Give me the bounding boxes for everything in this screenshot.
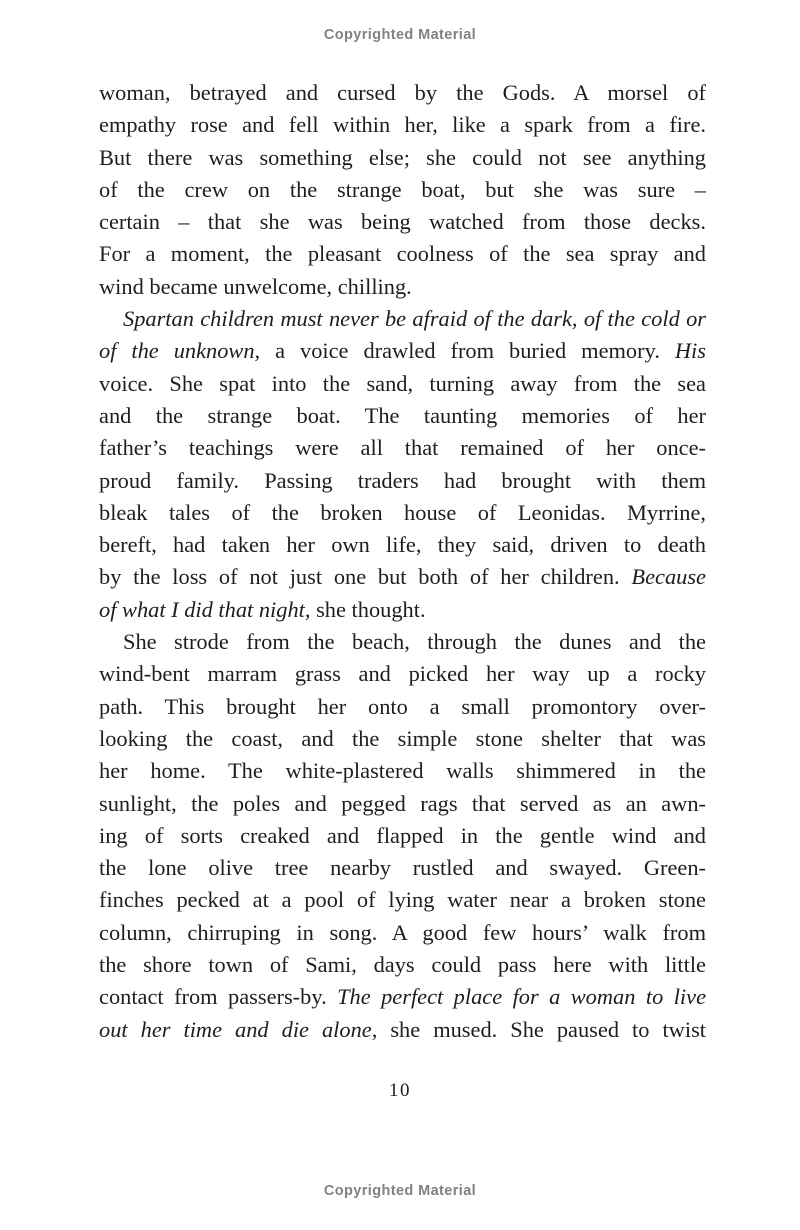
text-segment: wind-bent marram grass and picked her way up a rocky	[99, 661, 706, 687]
text-line	[99, 368, 706, 400]
text-line	[99, 981, 706, 1013]
text-line	[99, 755, 706, 787]
text-line	[99, 238, 706, 270]
text-segment: But there was something else; she could not see anything	[99, 144, 706, 170]
italic-text-segment: out her time and die alone	[99, 1016, 372, 1042]
text-segment: , she thought.	[304, 596, 426, 622]
text-line	[99, 142, 706, 174]
text-segment: by the loss of not just one but both of her children.	[99, 564, 632, 590]
text-segment: wind became unwelcome, chilling.	[99, 273, 412, 299]
text-line	[99, 820, 706, 852]
text-line	[99, 917, 706, 949]
italic-text-segment: Spartan children must never be afraid of the dark, of the cold or	[123, 306, 706, 332]
text-segment: a voice drawled from buried memory.	[260, 338, 675, 364]
italic-text-segment: of what I did that night	[99, 596, 305, 622]
text-line	[99, 465, 706, 497]
text-segment: empathy rose and fell within her, like a spark from a fire.	[99, 112, 706, 138]
text-line	[99, 529, 706, 561]
text-segment: finches pecked at a pool of lying water near a broken stone	[99, 887, 706, 913]
text-line	[99, 400, 706, 432]
text-segment: voice. She spat into the sand, turning away from the sea	[99, 370, 706, 396]
text-line	[99, 626, 706, 658]
page-number: 10	[389, 1080, 411, 1101]
text-line	[99, 594, 706, 626]
text-line	[99, 884, 706, 916]
text-line	[99, 77, 706, 109]
italic-text-segment: Because	[631, 564, 706, 590]
text-line	[99, 206, 706, 238]
text-line	[99, 271, 706, 303]
copyright-notice-top: Copyrighted Material	[323, 27, 477, 43]
text-segment: ing of sorts creaked and flapped in the gentle wind and	[99, 822, 706, 848]
text-segment: the shore town of Sami, days could pass here with little	[99, 952, 706, 978]
text-segment: her home. The white-plastered walls shimmered in the	[99, 758, 706, 784]
text-segment: proud family. Passing traders had brought with them	[99, 467, 706, 493]
text-segment: sunlight, the poles and pegged rags that served as an awn-	[99, 790, 706, 816]
text-line	[99, 658, 706, 690]
text-segment: looking the coast, and the simple stone shelter that was	[99, 725, 706, 751]
text-segment: the lone olive tree nearby rustled and swayed. Green-	[99, 855, 706, 881]
text-segment: For a moment, the pleasant coolness of the sea spray and	[99, 241, 706, 267]
text-line	[99, 109, 706, 141]
text-segment: certain – that she was being watched from those decks.	[99, 209, 706, 235]
text-segment: bleak tales of the broken house of Leonidas. Myrrine,	[99, 499, 706, 525]
text-segment: , she mused. She paused to twist	[371, 1016, 706, 1042]
italic-text-segment: The perfect place for a woman to live	[337, 984, 707, 1010]
text-line	[99, 1014, 706, 1046]
text-segment: and the strange boat. The taunting memories of her	[99, 402, 706, 428]
text-segment: She strode from the beach, through the dunes and the	[123, 629, 706, 655]
text-line	[99, 723, 706, 755]
italic-text-segment: His	[674, 338, 706, 364]
text-line	[99, 561, 706, 593]
text-line	[99, 303, 706, 335]
text-segment: contact from passers-by.	[99, 984, 338, 1010]
text-line	[99, 949, 706, 981]
text-segment: father’s teachings were all that remained of her once-	[99, 435, 706, 461]
text-line	[99, 432, 706, 464]
text-line	[99, 174, 706, 206]
text-line	[99, 691, 706, 723]
copyright-notice-bottom: Copyrighted Material	[323, 1183, 477, 1199]
text-segment: bereft, had taken her own life, they said, driven to death	[99, 532, 706, 558]
text-line	[99, 852, 706, 884]
page-text	[99, 77, 706, 1046]
text-segment: column, chirruping in song. A good few hours’ walk from	[99, 919, 706, 945]
text-line	[99, 497, 706, 529]
text-segment: woman, betrayed and cursed by the Gods. A morsel of	[99, 80, 706, 105]
italic-text-segment: of the unknown,	[99, 338, 261, 364]
text-line	[99, 335, 706, 367]
text-segment: of the crew on the strange boat, but she was sure –	[99, 176, 706, 202]
text-line	[99, 788, 706, 820]
text-segment: path. This brought her onto a small promontory over-	[99, 693, 706, 719]
